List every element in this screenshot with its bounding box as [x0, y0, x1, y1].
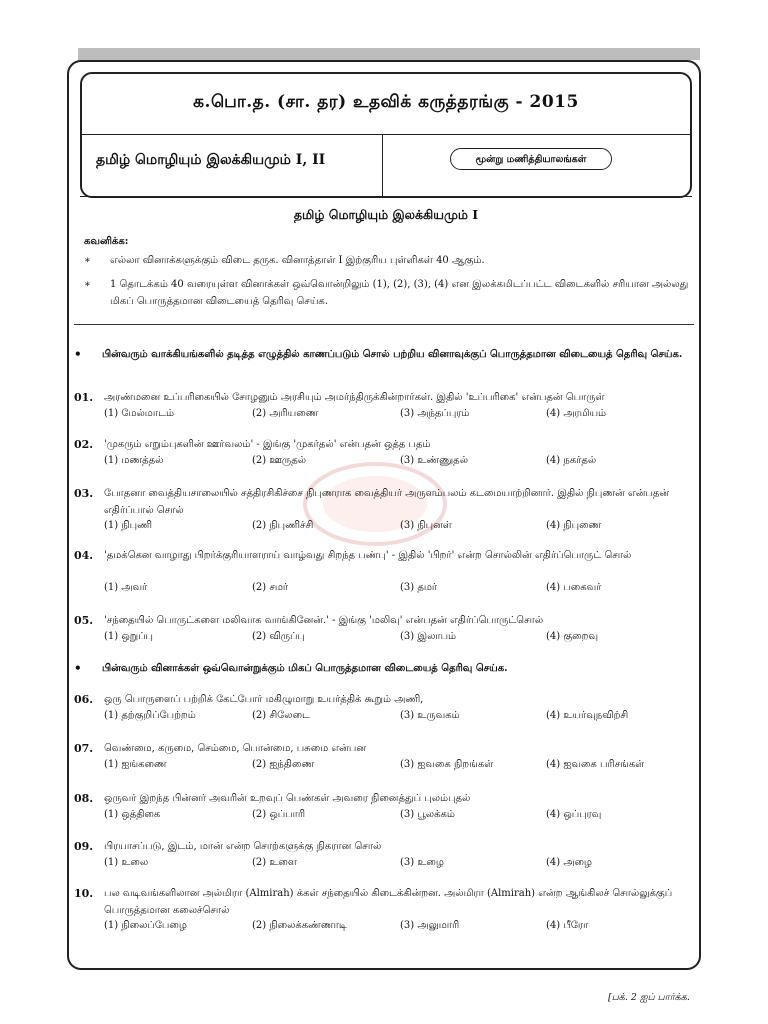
question-number: 04.: [74, 549, 94, 562]
option[interactable]: (3) இலாபம்: [400, 631, 457, 642]
options-row: [104, 452, 694, 469]
option[interactable]: (2) நிலைக்கண்ணாடி: [252, 920, 347, 931]
header-box: [80, 72, 692, 198]
divider-rule: [74, 324, 694, 325]
option[interactable]: (3) உழை: [400, 857, 444, 868]
option[interactable]: (4) அழை: [546, 857, 592, 868]
header-vertical-divider: [382, 135, 383, 196]
paper-title: தமிழ் மொழியும் இலக்கியமும் I: [293, 207, 479, 222]
question-stem: வெண்மை, கருமை, செம்மை, பொன்மை, பசுமை என்பன: [104, 743, 367, 754]
option[interactable]: (1) ஐங்கணை: [104, 759, 167, 770]
options-row: [104, 806, 694, 823]
option[interactable]: (4) ஒப்புரவு: [546, 809, 602, 820]
asterisk-icon: ∗: [84, 279, 91, 290]
option[interactable]: (1) தற்குறிப்பேற்றம்: [104, 710, 196, 721]
question-number: 05.: [74, 614, 94, 627]
question-number: 06.: [74, 693, 94, 706]
option[interactable]: (2) சமர்: [252, 582, 289, 593]
option[interactable]: (2) சிலேடை: [252, 710, 310, 721]
options-row: [104, 628, 694, 645]
option[interactable]: (1) நிபுணி: [104, 520, 152, 531]
option[interactable]: (2) அரியணை: [252, 408, 319, 419]
question-stem: 'சந்தையில் பொருட்களை மலிவாக வாங்கினேன்.' - இங்கு 'மலிவு' என்பதன் எதிர்ப்பொருட்சொல்: [104, 615, 544, 626]
question-number: 02.: [74, 438, 94, 451]
bullet-icon: •: [74, 347, 82, 361]
options-row: [104, 707, 694, 724]
question-number: 01.: [74, 391, 94, 404]
question-number: 08.: [74, 792, 94, 805]
header-divider: [82, 134, 690, 135]
question-stem: 'தமக்கென வாழாது பிறர்க்குரியாளராய் வாழ்வது சிறந்த பண்பு' - இதில் 'பிறர்' என்ற சொல்லின் எதிர்ப்பொருட் சொல்: [104, 550, 632, 561]
question-stem: 'முகரும் எறும்புகளின் ஊர்வலம்' - இங்கு 'முகர்தல்' என்பதன் ஒத்த பதம்: [104, 439, 431, 450]
option[interactable]: (1) ஒத்திகை: [104, 809, 161, 820]
instruction-text: 1 தொடக்கம் 40 வரையுள்ள வினாக்கள் ஒவ்வொன்றிலும் (1), (2), (3), (4) என இலக்கமிடப்பட்ட விடைகளில் சரியான அல்லது மிகப் பொருத்தமான விடையைத் தெரிவு செய்க.: [110, 279, 689, 307]
exam-title: க.பொ.த. (சா. தர) உதவிக் கருத்தரங்கு - 2015: [193, 92, 579, 112]
option[interactable]: (1) உலை: [104, 857, 149, 868]
duration-badge: மூன்று மணித்தியாலங்கள்: [450, 148, 612, 170]
question-number: 09.: [74, 840, 94, 853]
option[interactable]: (4) அரமியம்: [546, 408, 607, 419]
option[interactable]: (1) ஒறுப்பு: [104, 631, 153, 642]
question-stem: பிரயாசப்படு, இடம், மான் என்ற சொற்களுக்கு நிகரான சொல்: [104, 841, 382, 852]
page-turn-note: [பக். 2 ஐப் பார்க்க.: [608, 992, 690, 1003]
option[interactable]: (4) உயர்வுநவிற்சி: [546, 710, 629, 721]
option[interactable]: (3) ஐவகை நிறங்கள்: [400, 759, 494, 770]
question-stem: ஒரு பொருளைப் பற்றிக் கேட்போர் மகிழுமாறு உயர்த்திக் கூறும் அணி,: [104, 694, 424, 705]
section-text: பின்வரும் வாக்கியங்களில் தடித்த எழுத்தில் காணப்படும் சொல் பற்றிய வினாவுக்குப் பொருத்தமான விடையைத் தெரிவு செய்க.: [102, 349, 683, 360]
question-number: 03.: [74, 487, 94, 500]
option[interactable]: (2) ஐந்திணை: [252, 759, 315, 770]
options-row: [104, 917, 694, 934]
question-stem: பல வடிவங்களிலான அல்மிரா (Almirah) க்கள் சந்தையில் கிடைக்கின்றன. அல்மிரா (Almirah) என்ற ஆங்கிலச் சொல்லுக்குப் பொருத்தமான கலைச்சொல்: [104, 888, 673, 916]
option[interactable]: (3) அலுமாரி: [400, 920, 460, 931]
instructions-title: கவனிக்க:: [84, 236, 129, 247]
question-stem: ஒருவர் இறந்த பின்னர் அவரின் உறவுப் பெண்கள் அவரை நினைத்துப் புலம்புதல்: [104, 793, 471, 804]
instruction-text: எல்லா வினாக்களுக்கும் விடை தருக. வினாத்தாள் I இற்குரிய புள்ளிகள் 40 ஆகும்.: [110, 255, 485, 266]
options-row: [104, 579, 694, 596]
option[interactable]: (1) அவர்: [104, 582, 148, 593]
question-stem: அரண்மனை உப்பரிகையில் சோழனும் அரசியும் அமர்ந்திருக்கின்றார்கள். இதில் 'உப்பரிகை' என்பதன் பொருள்: [104, 392, 605, 403]
option[interactable]: (2) விருப்பு: [252, 631, 305, 642]
option[interactable]: (2) ஊருதல்: [252, 455, 307, 466]
option[interactable]: (2) நிபுணிச்சி: [252, 520, 314, 531]
question-number: 07.: [74, 742, 94, 755]
option[interactable]: (1) மேல்மாடம்: [104, 408, 175, 419]
option[interactable]: (4) நிபுணை: [546, 520, 602, 531]
section-text: பின்வரும் வினாக்கள் ஒவ்வொன்றுக்கும் மிகப் பொருத்தமான விடையைத் தெரிவு செய்க.: [102, 663, 508, 674]
option[interactable]: (4) பீரோ: [546, 920, 589, 931]
top-shade-bar: [78, 48, 700, 60]
option[interactable]: (3) பூலக்கம்: [400, 809, 455, 820]
option[interactable]: (4) ஐவகை பரிசங்கள்: [546, 759, 645, 770]
option[interactable]: (4) குறைவு: [546, 631, 599, 642]
option[interactable]: (4) நகர்தல்: [546, 455, 597, 466]
option[interactable]: (3) உண்ணுதல்: [400, 455, 468, 466]
option[interactable]: (3) அந்தப்புரம்: [400, 408, 470, 419]
option[interactable]: (2) உளை: [252, 857, 297, 868]
options-row: [104, 405, 694, 422]
option[interactable]: (3) நிபுனள்: [400, 520, 452, 531]
option[interactable]: (4) பகைவர்: [546, 582, 602, 593]
options-row: [104, 756, 694, 773]
bullet-icon: •: [74, 661, 82, 675]
header-bottom-line: [80, 196, 692, 197]
options-row: [104, 854, 694, 871]
option[interactable]: (1) மணத்தல்: [104, 455, 164, 466]
subject-name: தமிழ் மொழியும் இலக்கியமும் I, II: [96, 152, 326, 168]
question-number: 10.: [74, 887, 94, 900]
option[interactable]: (3) தமர்: [400, 582, 438, 593]
options-row: [104, 517, 694, 534]
option[interactable]: (1) நிலைப்பேழை: [104, 920, 187, 931]
asterisk-icon: ∗: [84, 255, 91, 266]
option[interactable]: (3) உருவகம்: [400, 710, 460, 721]
option[interactable]: (2) ஒப்பாரி: [252, 809, 306, 820]
question-stem: போதனா வைத்தியசாலையில் சத்திரசிகிச்சை நிபுணராக வைத்தியர் அருளம்பலம் கடமையாற்றினார். இதில் நிபுணன் என்பதன் எதிர்ப்பால் சொல்: [104, 488, 670, 516]
